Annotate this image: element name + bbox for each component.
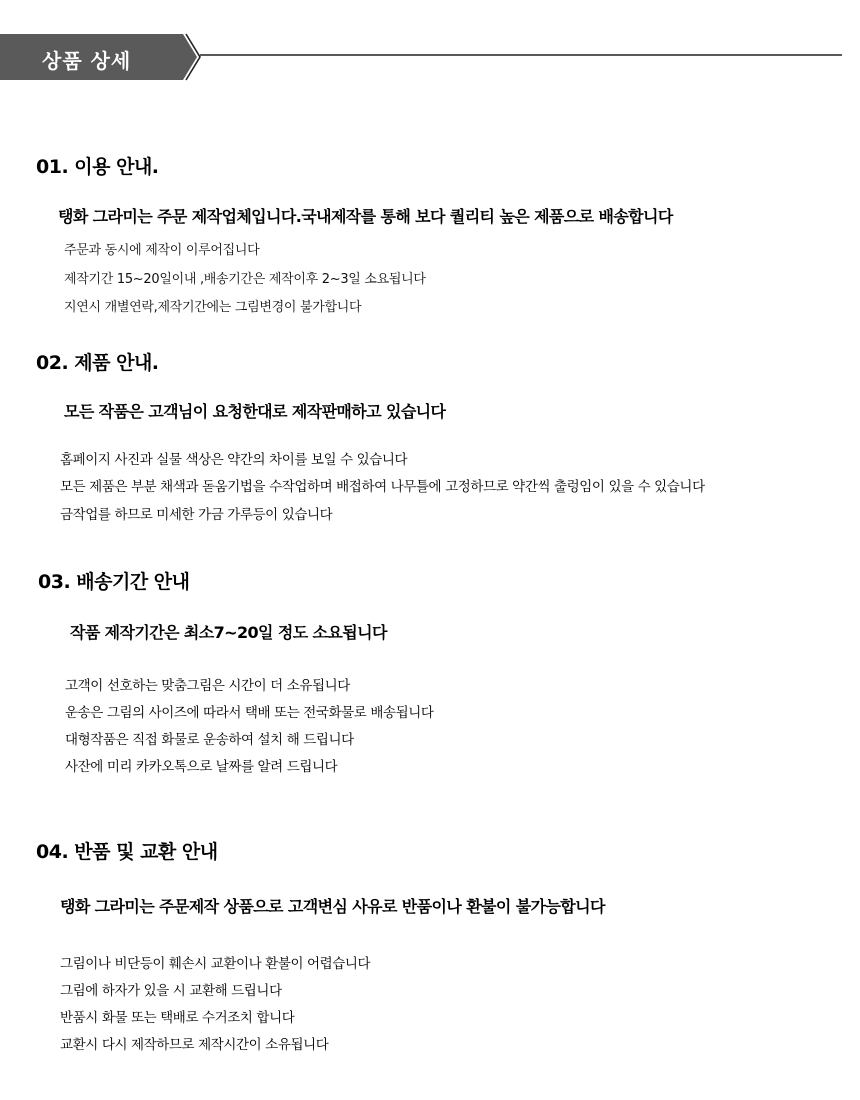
body-line: 그림이나 비단등이 훼손시 교환이나 환불이 어렵습니다 <box>60 956 371 972</box>
body-line: 대형작품은 직접 화물로 운송하여 설치 해 드립니다 <box>65 732 354 748</box>
body-line: 고객이 선호하는 맞춤그림은 시간이 더 소유됩니다 <box>65 678 350 694</box>
body-line: 운송은 그림의 사이즈에 따라서 택배 또는 전국화물로 배송됩니다 <box>65 705 434 721</box>
body-line: 제작기간 15~20일이내 ,배송기간은 제작이후 2~3일 소요됩니다 <box>64 272 426 287</box>
section-subheading: 작품 제작기간은 최소7~20일 정도 소요됩니다 <box>70 623 387 642</box>
section-subheading: 탱화 그라미는 주문제작 상품으로 고객변심 사유로 반품이나 환불이 불가능합니다 <box>60 897 605 916</box>
section-header <box>0 33 860 81</box>
body-line: 모든 제품은 부분 채색과 돋움기법을 수작업하며 배접하여 나무틀에 고정하므로 약간씩 출렁임이 있을 수 있습니다 <box>60 479 705 495</box>
body-line: 교환시 다시 제작하므로 제작시간이 소유됩니다 <box>60 1037 329 1053</box>
body-line: 지연시 개별연락,제작기간에는 그림변경이 불가합니다 <box>64 300 362 315</box>
section-subheading: 탱화 그라미는 주문 제작업체입니다.국내제작를 통해 보다 퀄리티 높은 제품으로 배송합니다 <box>58 207 673 226</box>
body-line: 홈페이지 사진과 실물 색상은 약간의 차이를 보일 수 있습니다 <box>60 452 408 468</box>
section-heading: 04. 반품 및 교환 안내 <box>36 841 218 863</box>
body-line: 사잔에 미리 카카오톡으로 날짜를 알려 드립니다 <box>65 759 338 775</box>
body-line: 주문과 동시에 제작이 이루어집니다 <box>64 243 260 258</box>
body-line: 반품시 화물 또는 택배로 수거조치 합니다 <box>60 1010 295 1026</box>
body-line: 그림에 하자가 있을 시 교환해 드립니다 <box>60 983 282 999</box>
section-heading: 03. 배송기간 안내 <box>38 571 190 593</box>
section-heading: 01. 이용 안내. <box>36 156 159 178</box>
header-title: 상품 상세 <box>42 49 132 73</box>
section-subheading: 모든 작품은 고객님이 요청한대로 제작판매하고 있습니다 <box>64 402 446 421</box>
section-heading: 02. 제품 안내. <box>36 352 159 374</box>
body-line: 금작업를 하므로 미세한 가금 가루등이 있습니다 <box>60 507 333 523</box>
